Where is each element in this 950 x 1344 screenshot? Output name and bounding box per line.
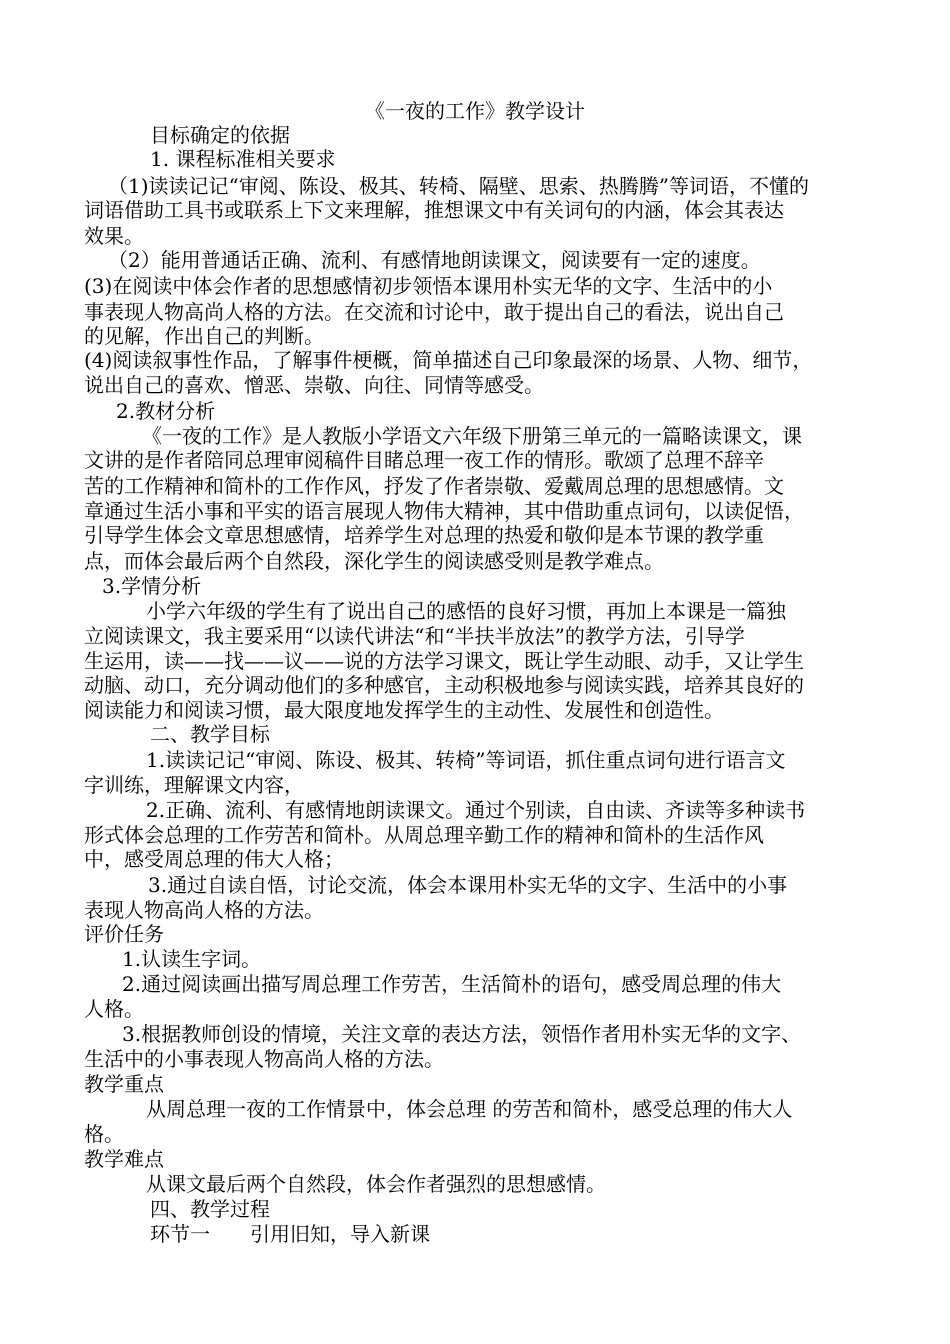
paragraph-line: 表现人物高尚人格的方法。 bbox=[84, 898, 324, 922]
paragraph-line: 人格。 bbox=[84, 997, 144, 1021]
heading-student-analysis: 3.学情分析 bbox=[102, 574, 202, 598]
heading-difficult-points: 教学难点 bbox=[84, 1147, 164, 1171]
heading-basis: 目标确定的依据 bbox=[150, 123, 290, 147]
heading-key-points: 教学重点 bbox=[84, 1072, 164, 1096]
paragraph-line: 从课文最后两个自然段，体会作者强烈的思想感情。 bbox=[146, 1172, 606, 1196]
heading-curriculum-standard: 1. 课程标准相关要求 bbox=[150, 147, 336, 171]
paragraph-line: 章通过生活小事和平实的语言展现人物伟大精神，其中借助重点词句，以读促悟， bbox=[84, 499, 804, 523]
paragraph-line: 事表现人物高尚人格的方法。在交流和讨论中，敢于提出自己的看法，说出自己 bbox=[84, 300, 784, 324]
paragraph-line: 立阅读课文，我主要采用“以读代讲法“和“半扶半放法”的教学方法，引导学 bbox=[84, 624, 745, 648]
document-title: 《一夜的工作》教学设计 bbox=[365, 99, 585, 123]
paragraph-line: 3.通过自读自悟，讨论交流，体会本课用朴实无华的文字、生活中的小事 bbox=[148, 873, 788, 897]
paragraph-line: 1.读读记记“审阅、陈设、极其、转椅”等词语，抓住重点词句进行语言文 bbox=[146, 748, 786, 772]
step-label: 环节一 bbox=[150, 1222, 210, 1246]
paragraph-line: (4)阅读叙事性作品，了解事件梗概，简单描述自己印象最深的场景、人物、细节， bbox=[84, 348, 813, 372]
paragraph-line: 说出自己的喜欢、憎恶、崇敬、向往、同情等感受。 bbox=[84, 373, 544, 397]
paragraph-line: 苦的工作精神和简朴的工作作风，抒发了作者崇敬、爱戴周总理的思想感情。文 bbox=[84, 474, 784, 498]
step-text: 引用旧知，导入新课 bbox=[250, 1222, 430, 1246]
paragraph-line: （1)读读记记“审阅、陈设、极其、转椅、隔壁、思索、热腾腾”等词语，不懂的 bbox=[108, 174, 809, 198]
paragraph-line: 词语借助工具书或联系上下文来理解，推想课文中有关词句的内涵，体会其表达 bbox=[84, 198, 784, 222]
paragraph-line: 效果。 bbox=[84, 224, 144, 248]
heading-assessment-tasks: 评价任务 bbox=[84, 922, 164, 946]
step-one-line bbox=[150, 1220, 430, 1248]
heading-textbook-analysis: 2.教材分析 bbox=[116, 399, 216, 423]
paragraph-line: 的见解，作出自己的判断。 bbox=[84, 324, 324, 348]
paragraph-line: （2）能用普通话正确、流利、有感情地朗读课文，阅读要有一定的速度。 bbox=[108, 248, 761, 272]
paragraph-line: 生运用，读——找——议——说的方法学习课文，既让学生动眼、动手，又让学生 bbox=[84, 649, 804, 673]
paragraph-line: 点，而体会最后两个自然段，深化学生的阅读感受则是教学难点。 bbox=[84, 549, 664, 573]
paragraph-line: 生活中的小事表现人物高尚人格的方法。 bbox=[84, 1047, 444, 1071]
paragraph-line: 引导学生体会文章思想感情，培养学生对总理的热爱和敬仰是本节课的教学重 bbox=[84, 523, 764, 547]
heading-teaching-goals: 二、教学目标 bbox=[150, 722, 270, 746]
paragraph-line: 格。 bbox=[84, 1122, 124, 1146]
paragraph-line: 1.认读生字词。 bbox=[122, 947, 262, 971]
paragraph-line: 形式体会总理的工作劳苦和简朴。从周总理辛勤工作的精神和简朴的生活作风 bbox=[84, 823, 764, 847]
paragraph-line: 《一夜的工作》是人教版小学语文六年级下册第三单元的一篇略读课文，课 bbox=[142, 424, 802, 448]
paragraph-line: 从周总理一夜的工作情景中，体会总理 的劳苦和简朴，感受总理的伟大人 bbox=[146, 1097, 793, 1121]
paragraph-line: 中，感受周总理的伟大人格； bbox=[84, 847, 344, 871]
paragraph-line: 动脑、动口，充分调动他们的多种感官，主动积极地参与阅读实践，培养其良好的 bbox=[84, 673, 804, 697]
paragraph-line: 文讲的是作者陪同总理审阅稿件目睹总理一夜工作的情形。歌颂了总理不辞辛 bbox=[84, 448, 764, 472]
paragraph-line: 阅读能力和阅读习惯，最大限度地发挥学生的主动性、发展性和创造性。 bbox=[84, 698, 724, 722]
paragraph-line: 3.根据教师创设的情境，关注文章的表达方法，领悟作者用朴实无华的文字、 bbox=[122, 1022, 802, 1046]
heading-teaching-process: 四、教学过程 bbox=[150, 1197, 270, 1221]
paragraph-line: 小学六年级的学生有了说出自己的感悟的良好习惯，再加上本课是一篇独 bbox=[146, 599, 786, 623]
paragraph-line: (3)在阅读中体会作者的思想感情初步领悟本课用朴实无华的文字、生活中的小 bbox=[84, 274, 773, 298]
paragraph-line: 2.正确、流利、有感情地朗读课文。通过个别读，自由读、齐读等多种读书 bbox=[146, 798, 806, 822]
paragraph-line: 2.通过阅读画出描写周总理工作劳苦，生活简朴的语句，感受周总理的伟大 bbox=[122, 972, 782, 996]
paragraph-line: 字训练，理解课文内容， bbox=[84, 773, 304, 797]
